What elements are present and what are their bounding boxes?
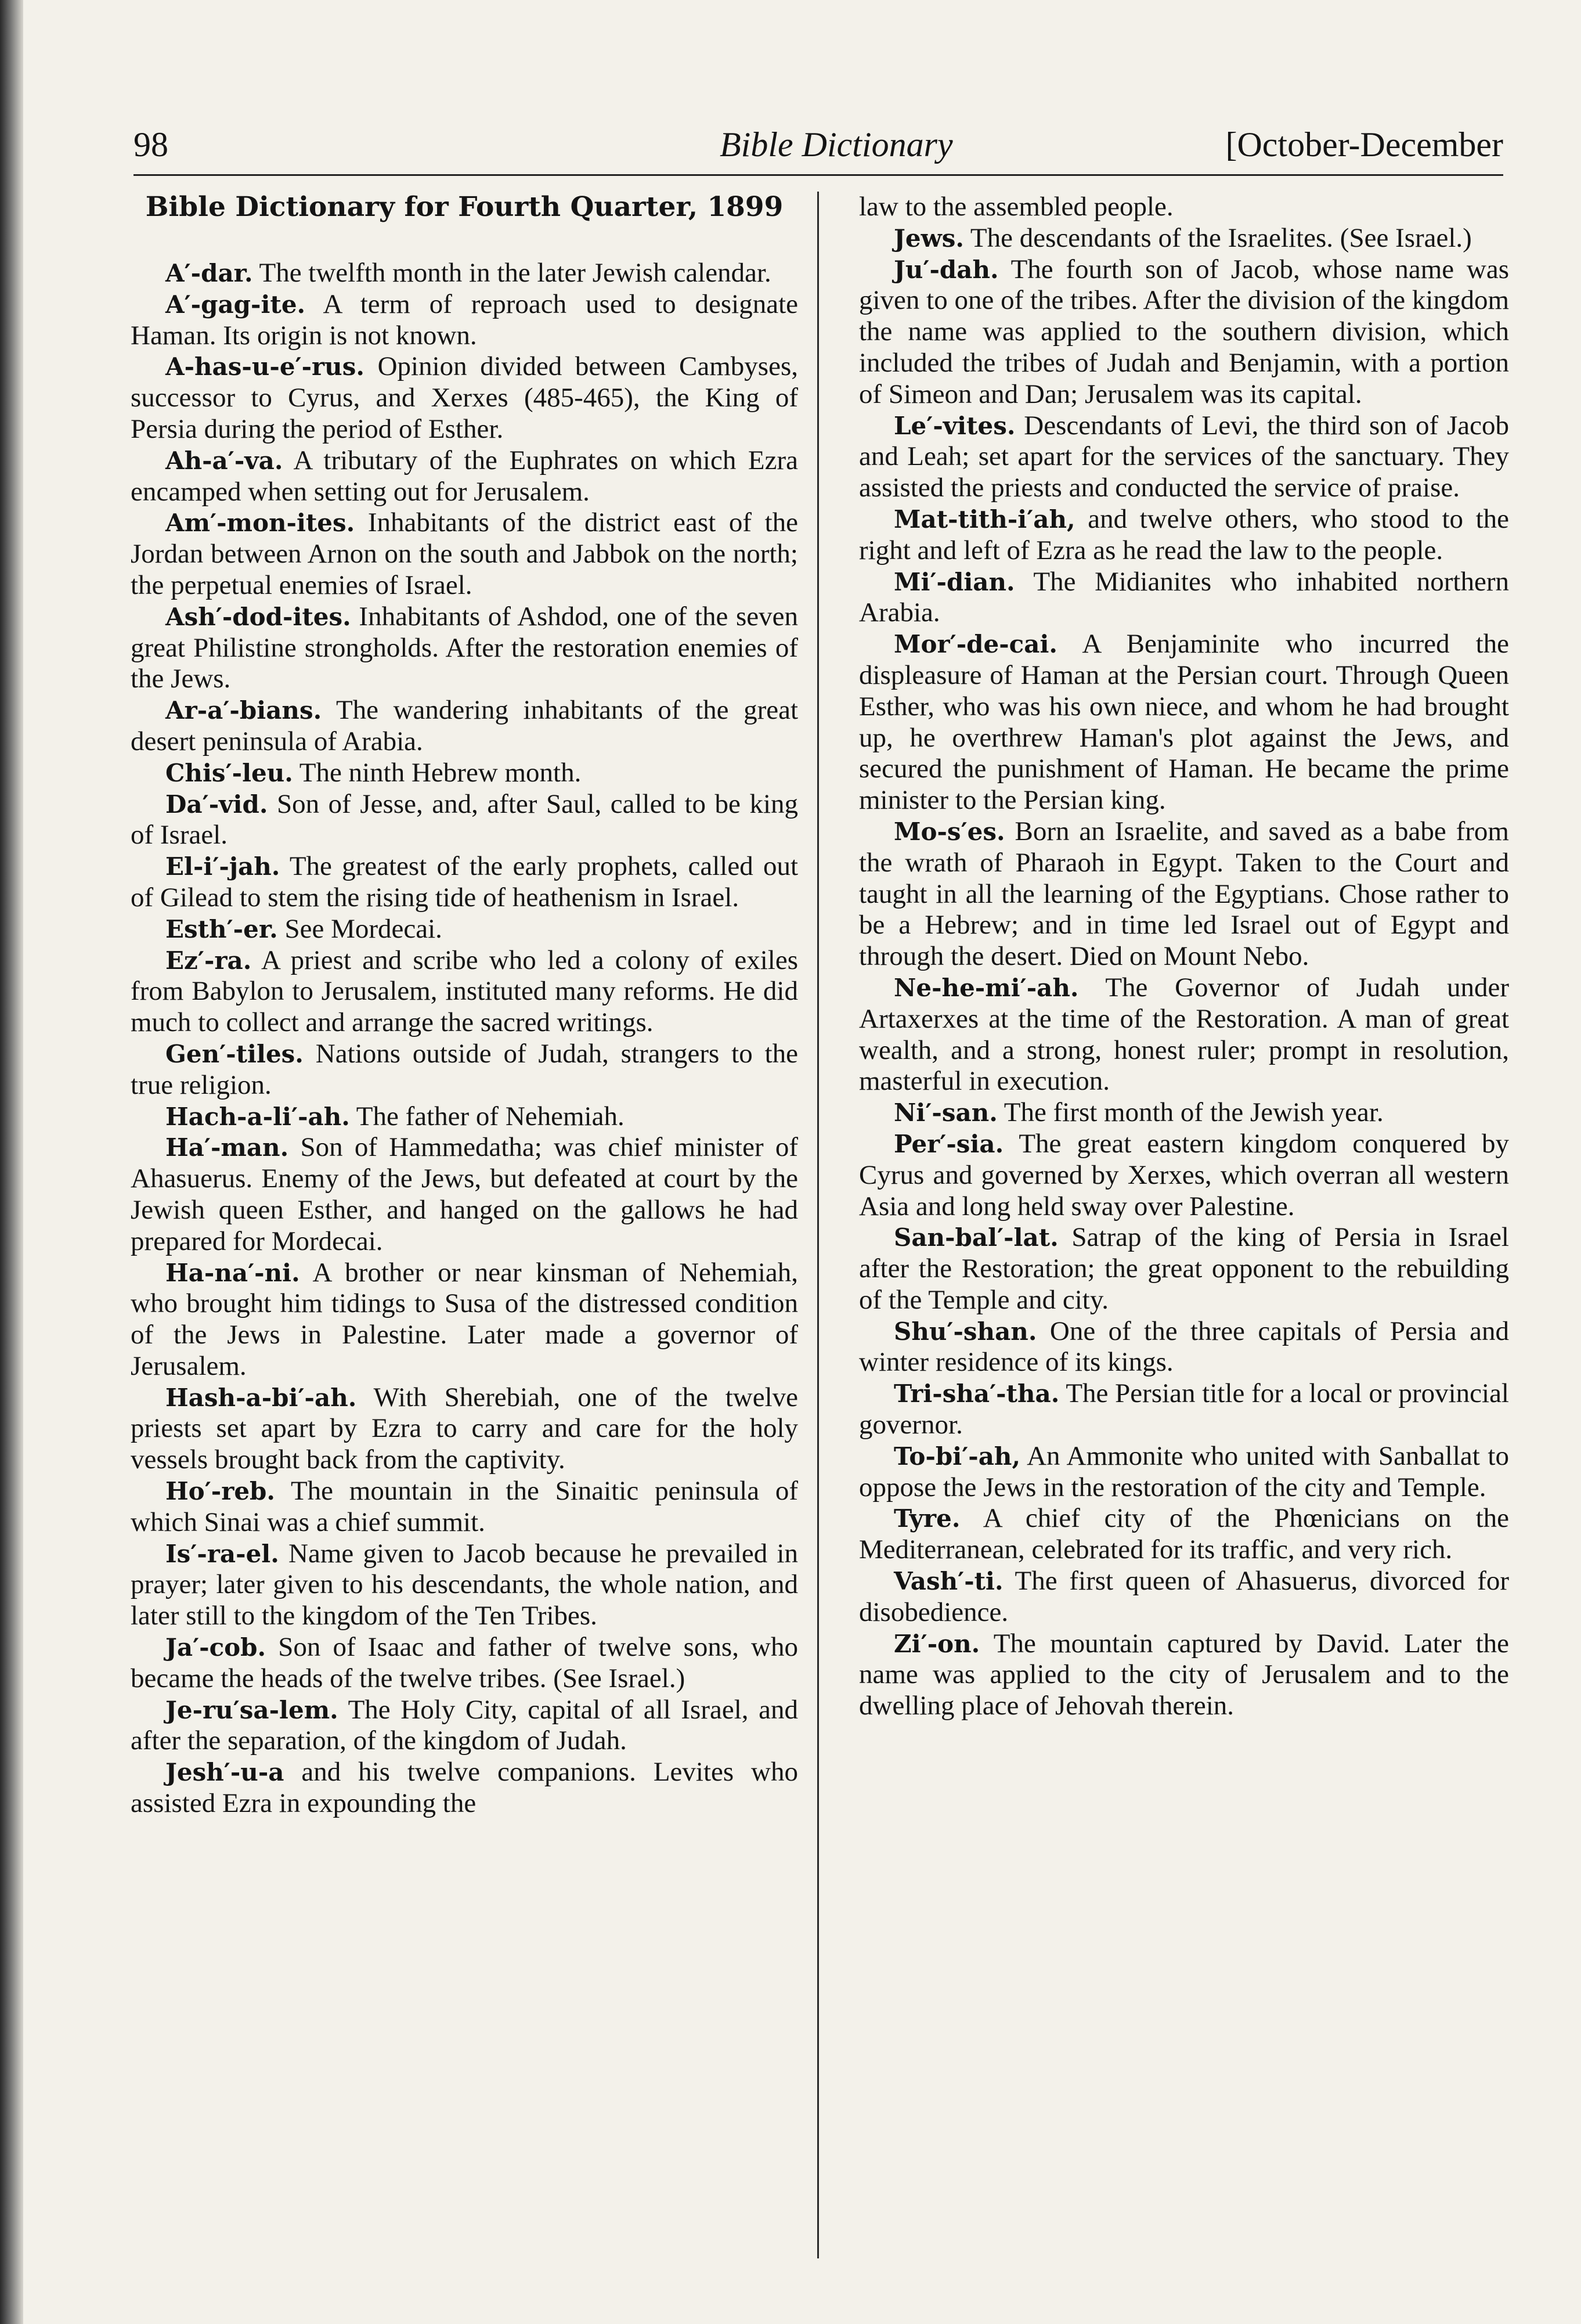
entry-term: Ash′-dod-ites. xyxy=(165,602,351,631)
entry-definition: The great eastern kingdom conquered by Cyrus and governed by Xerxes, which overran all western Asia and long held sway over Palestine. xyxy=(859,1128,1509,1222)
entry-term: Tyre. xyxy=(894,1504,961,1533)
dictionary-entry xyxy=(131,1382,798,1476)
dictionary-entry xyxy=(131,1476,798,1538)
entry-term: Ha′-man. xyxy=(165,1133,289,1162)
entry-definition: Born an Israelite, and saved as a babe from the wrath of Pharaoh in Egypt. Taken to the Court and taught in all the learning of the Egyptians. Chose rather to be a Hebrew; and in time led Israel out of Egypt and through the desert. Died on Mount Nebo. xyxy=(859,816,1509,972)
entry-definition: A tributary of the Euphrates on which Ezra encamped when setting out for Jerusalem. xyxy=(131,445,798,507)
dictionary-entry xyxy=(131,1132,798,1257)
entry-definition: Inhabitants of Ashdod, one of the seven great Philistine strongholds. After the restoration enemies of the Jews. xyxy=(131,601,798,694)
entry-definition: The father of Nehemiah. xyxy=(349,1101,625,1132)
dictionary-entry xyxy=(859,410,1509,504)
dictionary-entry xyxy=(859,972,1509,1097)
dictionary-entry xyxy=(131,1757,798,1819)
entry-term: San-bal′-lat. xyxy=(894,1223,1059,1252)
entry-definition: Son of Jesse, and, after Saul, called to be king of Israel. xyxy=(131,788,798,851)
entry-term: Da′-vid. xyxy=(165,790,268,819)
entry-term: A′-dar. xyxy=(165,259,253,287)
entry-term: Mat-tith-i′ah, xyxy=(894,505,1075,534)
entry-definition: The Midianites who inhabited northern Arabia. xyxy=(859,566,1509,628)
entry-definition: The Holy City, capital of all Israel, and after the separation, of the kingdom of Judah. xyxy=(131,1694,798,1756)
entry-term: El-i′-jah. xyxy=(165,852,280,881)
entry-term: Vash′-ti. xyxy=(894,1567,1004,1596)
dictionary-entry xyxy=(131,351,798,445)
dictionary-entry xyxy=(131,507,798,601)
entry-definition: Opinion divided between Cambyses, successor to Cyrus, and Xerxes (485-465), the King of Persia during the period of Esther. xyxy=(131,351,798,444)
entry-term: Esth′-er. xyxy=(165,914,278,943)
dictionary-entry xyxy=(131,1632,798,1695)
entry-definition: The ninth Hebrew month. xyxy=(293,757,582,788)
entry-term: Ah-a′-va. xyxy=(165,446,283,475)
entry-definition: Name given to Jacob because he prevailed in prayer; later given to his descendants, the whole nation, and later still to the kingdom of the Ten Tribes. xyxy=(131,1538,798,1631)
dictionary-entry xyxy=(131,258,798,289)
entry-term: Ez′-ra. xyxy=(165,946,252,975)
running-title: Bible Dictionary xyxy=(720,125,953,164)
dictionary-entry xyxy=(859,1628,1509,1722)
entry-term: Ha-na′-ni. xyxy=(165,1258,300,1287)
running-period: [October-December xyxy=(1225,125,1503,164)
entry-term: Shu′-shan. xyxy=(894,1317,1037,1346)
entry-definition: The Persian title for a local or provincial governor. xyxy=(859,1378,1509,1440)
entry-definition: See Mordecai. xyxy=(277,913,442,944)
dictionary-entry xyxy=(859,504,1509,567)
entry-definition: Son of Isaac and father of twelve sons, who became the heads of the twelve tribes. (See Israel.) xyxy=(131,1632,798,1694)
entry-definition: The fourth son of Jacob, whose name was given to one of the tribes. After the division of the kingdom the name was applied to the southern division, which included the tribes of Judah and Benjamin, with a portion of Simeon and Dan; Jerusalem was its capital. xyxy=(859,254,1509,409)
entry-definition: A Benjaminite who incurred the displeasure of Haman at the Persian court. Through Queen Esther, who was his own niece, and whom he had brought up, he overthrew Haman's plot against the Jews, and secured the punishment of Haman. He became the prime minister to the Persian king. xyxy=(859,629,1509,816)
entry-definition: The greatest of the early prophets, called out of Gilead to stem the rising tide of heathenism in Israel. xyxy=(131,851,798,913)
entry-definition: With Sherebiah, one of the twelve priests set apart by Ezra to carry and care for the holy vessels brought back from the captivity. xyxy=(131,1382,798,1475)
left-column xyxy=(131,192,798,1819)
entry-term: Mor′-de-cai. xyxy=(894,630,1058,659)
entry-term: Am′-mon-ites. xyxy=(165,509,355,538)
entry-definition: The first queen of Ahasuerus, divorced for disobedience. xyxy=(859,1566,1509,1627)
header-rule xyxy=(133,174,1503,176)
entry-term: A′-gag-ite. xyxy=(165,290,306,319)
dictionary-entry xyxy=(131,1258,798,1382)
dictionary-entry xyxy=(131,445,798,508)
entry-definition: An Ammonite who united with Sanballat to oppose the Jews in the restoration of the city and Temple. xyxy=(859,1440,1509,1503)
entry-term: Is′-ra-el. xyxy=(165,1539,279,1568)
entry-definition: Son of Hammedatha; was chief minister of Ahasuerus. Enemy of the Jews, but defeated at court by the Jewish queen Esther, and hanged on the gallows he had prepared for Mordecai. xyxy=(131,1132,798,1256)
entry-term: Je-ru′sa-lem. xyxy=(165,1695,338,1724)
dictionary-entry xyxy=(131,758,798,789)
page-number: 98 xyxy=(133,125,168,164)
dictionary-entry xyxy=(131,1695,798,1757)
running-head xyxy=(133,125,1503,171)
entry-term: Ja′-cob. xyxy=(165,1633,266,1662)
dictionary-entry xyxy=(859,1566,1509,1628)
entry-definition: The mountain captured by David. Later the name was applied to the city of Jerusalem and to the dwelling place of Jehovah therein. xyxy=(859,1628,1509,1721)
entry-definition: and twelve others, who stood to the right and left of Ezra as he read the law to the people. xyxy=(859,503,1509,565)
dictionary-entry xyxy=(131,1039,798,1101)
entry-term: Ju′-dah. xyxy=(894,255,999,284)
entry-term: Ne-he-mi′-ah. xyxy=(894,973,1079,1002)
dictionary-entry xyxy=(131,945,798,1039)
entry-term: Zi′-on. xyxy=(894,1629,980,1658)
entry-term: Mo-s′es. xyxy=(894,817,1005,846)
dictionary-entry xyxy=(859,254,1509,410)
entry-definition: One of the three capitals of Persia and winter residence of its kings. xyxy=(859,1316,1509,1378)
dictionary-entry xyxy=(859,1097,1509,1129)
entry-term: Per′-sia. xyxy=(894,1129,1004,1158)
entry-term: Gen′-tiles. xyxy=(165,1039,304,1068)
entry-term: Jesh′-u-a xyxy=(165,1758,284,1787)
entry-definition: Descendants of Levi, the third son of Jacob and Leah; set apart for the services of the sanctuary. They assisted the priests and conducted the service of praise. xyxy=(859,410,1509,503)
entry-term: Hach-a-li′-ah. xyxy=(165,1102,350,1131)
entry-term: Ni′-san. xyxy=(894,1098,998,1127)
right-entries xyxy=(859,192,1509,1722)
entry-term: Tri-sha′-tha. xyxy=(894,1379,1060,1408)
entry-term: Mi′-dian. xyxy=(894,567,1015,596)
entry-definition: A chief city of the Phœnicians on the Mediterranean, celebrated for its traffic, and very rich. xyxy=(859,1503,1509,1565)
entry-definition: A priest and scribe who led a colony of exiles from Babylon to Jerusalem, instituted many reforms. He did much to collect and arrange the sacred writings. xyxy=(131,945,798,1038)
entry-term: Hash-a-bi′-ah. xyxy=(165,1383,357,1412)
entry-term: Jews. xyxy=(894,224,965,253)
entry-term: Ar-a′-bians. xyxy=(165,696,322,725)
entry-definition: Nations outside of Judah, strangers to the true religion. xyxy=(131,1038,798,1100)
entry-definition: The mountain in the Sinaitic peninsula of which Sinai was a chief summit. xyxy=(131,1476,798,1537)
dictionary-entry xyxy=(131,289,798,352)
entry-definition: and his twelve companions. Levites who assisted Ezra in expounding the xyxy=(131,1757,798,1819)
entry-definition: The first month of the Jewish year. xyxy=(997,1097,1384,1128)
dictionary-entry xyxy=(131,695,798,758)
entry-definition: Satrap of the king of Persia in Israel after the Restoration; the great opponent to the rebuilding of the Temple and city. xyxy=(859,1222,1509,1315)
entry-definition: The wandering inhabitants of the great desert peninsula of Arabia. xyxy=(131,695,798,756)
entry-definition: The Governor of Judah under Artaxerxes at the time of the Restoration. A man of great wealth, and a strong, honest ruler; prompt in resolution, masterful in execution. xyxy=(859,972,1509,1097)
dictionary-entry xyxy=(859,1222,1509,1316)
dictionary-entry xyxy=(859,629,1509,816)
dictionary-entry xyxy=(859,1378,1509,1441)
dictionary-entry xyxy=(131,1538,798,1632)
page-binding-edge xyxy=(0,0,23,2324)
dictionary-entry xyxy=(131,601,798,695)
right-column xyxy=(859,192,1509,1722)
entry-term: A-has-u-e′-rus. xyxy=(165,352,364,381)
entry-term: Ho′-reb. xyxy=(165,1477,276,1506)
dictionary-entry xyxy=(859,1503,1509,1566)
entry-definition: The twelfth month in the later Jewish calendar. xyxy=(252,258,771,288)
dictionary-entry xyxy=(131,789,798,852)
dictionary-entry xyxy=(859,1316,1509,1379)
dictionary-entry xyxy=(131,851,798,914)
left-entries xyxy=(131,258,798,1819)
dictionary-heading: Bible Dictionary for Fourth Quarter, 1899 xyxy=(145,191,784,223)
entry-term: Chis′-leu. xyxy=(165,758,293,787)
dictionary-entry xyxy=(131,914,798,945)
entry-definition: The descendants of the Israelites. (See Israel.) xyxy=(964,222,1472,253)
dictionary-entry xyxy=(859,192,1509,223)
column-divider xyxy=(817,192,819,2258)
dictionary-entry xyxy=(859,567,1509,629)
entry-term: Le′-vites. xyxy=(894,411,1016,440)
dictionary-entry xyxy=(859,816,1509,972)
entry-definition: A term of reproach used to designate Haman. Its origin is not known. xyxy=(131,289,798,351)
entry-definition: A brother or near kinsman of Nehemiah, who brought him tidings to Susa of the distressed condition of the Jews in Palestine. Later made a governor of Jerusalem. xyxy=(131,1257,798,1381)
dictionary-entry xyxy=(859,223,1509,254)
entry-term: To-bi′-ah, xyxy=(894,1442,1021,1471)
dictionary-entry xyxy=(859,1129,1509,1222)
entry-definition: Inhabitants of the district east of the Jordan between Arnon on the south and Jabbok on the north; the perpetual enemies of Israel. xyxy=(131,507,798,600)
entry-definition: law to the assembled people. xyxy=(859,192,1174,222)
dictionary-entry xyxy=(131,1101,798,1133)
dictionary-entry xyxy=(859,1441,1509,1504)
